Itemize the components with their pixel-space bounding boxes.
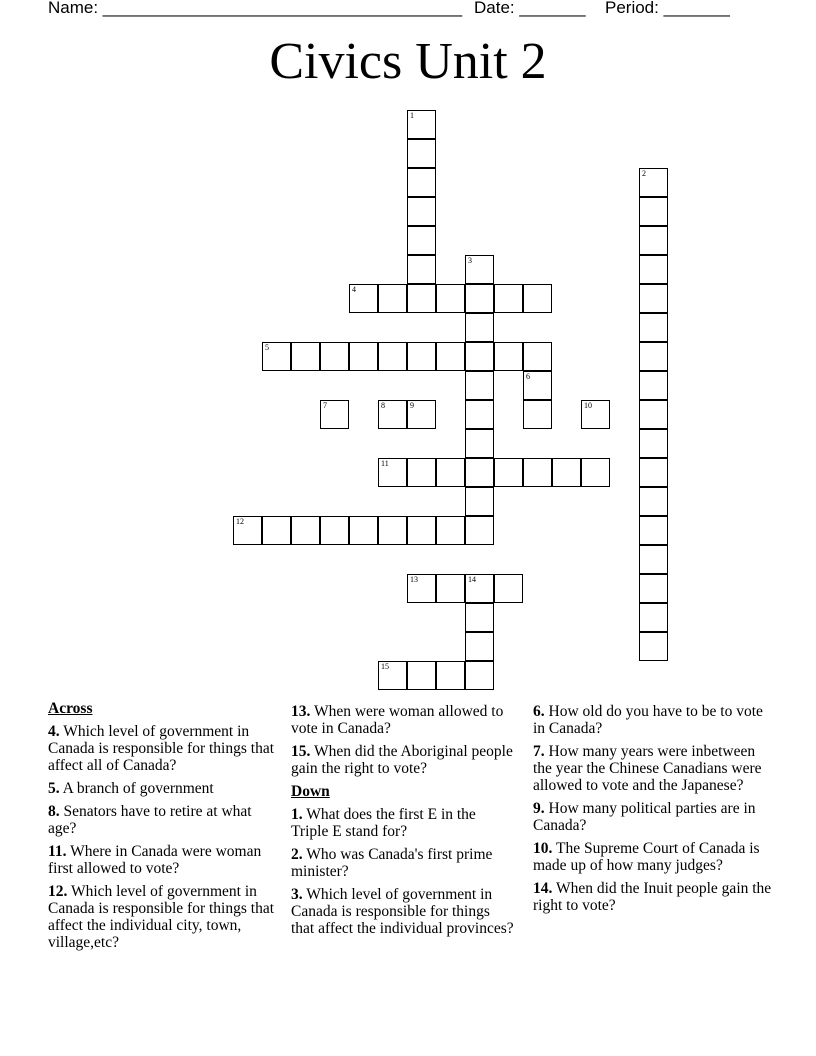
clue-text: Which level of government in Canada is responsible for things that affect all of Canada?	[48, 723, 274, 774]
across-heading: Across	[48, 700, 93, 717]
crossword-cell[interactable]	[262, 342, 291, 371]
crossword-cell[interactable]	[407, 516, 436, 545]
clue-number: 6	[526, 372, 530, 381]
clues-column-3	[533, 703, 773, 920]
clue-text: When did the Inuit people gain the right to vote?	[533, 880, 772, 914]
crossword-cell[interactable]	[262, 516, 291, 545]
crossword-cell[interactable]	[465, 313, 494, 342]
clue-text: Which level of government in Canada is responsible for things that affect the individual city, town, village,etc?	[48, 883, 274, 951]
crossword-cell[interactable]	[407, 226, 436, 255]
crossword-cell[interactable]	[465, 632, 494, 661]
name-field[interactable]: Name: ______________________________________	[48, 0, 463, 17]
crossword-cell[interactable]	[378, 516, 407, 545]
crossword-cell[interactable]	[465, 661, 494, 690]
clue-text: Senators have to retire at what age?	[48, 803, 252, 837]
crossword-cell[interactable]	[291, 516, 320, 545]
crossword-cell[interactable]	[465, 487, 494, 516]
clue-number-label: 9.	[533, 800, 545, 817]
crossword-cell[interactable]	[407, 342, 436, 371]
crossword-cell[interactable]	[639, 487, 668, 516]
crossword-cell[interactable]	[639, 400, 668, 429]
crossword-cell[interactable]	[407, 139, 436, 168]
crossword-cell[interactable]	[407, 574, 436, 603]
crossword-cell[interactable]	[436, 284, 465, 313]
crossword-cell[interactable]	[639, 603, 668, 632]
clue-number: 2	[642, 169, 646, 178]
clue-text: What does the first E in the Triple E stand for?	[291, 806, 476, 840]
clue-item	[291, 743, 516, 777]
crossword-cell[interactable]	[407, 168, 436, 197]
crossword-cell[interactable]	[639, 284, 668, 313]
clue-number: 5	[265, 343, 269, 352]
clue-number: 1	[410, 111, 414, 120]
clue-number-label: 1.	[291, 806, 303, 823]
clue-item	[48, 843, 276, 877]
clue-item	[48, 723, 276, 774]
clue-text: When did the Aboriginal people gain the right to vote?	[291, 743, 513, 777]
crossword-cell[interactable]	[465, 516, 494, 545]
crossword-cell[interactable]	[465, 400, 494, 429]
crossword-cell[interactable]	[523, 342, 552, 371]
clue-item	[533, 703, 773, 737]
crossword-cell[interactable]	[378, 400, 407, 429]
crossword-cell[interactable]	[378, 284, 407, 313]
crossword-cell[interactable]	[639, 545, 668, 574]
crossword-cell[interactable]	[465, 603, 494, 632]
crossword-cell[interactable]	[349, 516, 378, 545]
clue-number-label: 4.	[48, 723, 60, 740]
crossword-cell[interactable]	[378, 342, 407, 371]
date-field[interactable]: Date: _______	[474, 0, 586, 17]
crossword-cell[interactable]	[407, 284, 436, 313]
crossword-cell[interactable]	[465, 429, 494, 458]
crossword-cell[interactable]	[639, 255, 668, 284]
clue-number: 4	[352, 285, 356, 294]
crossword-cell[interactable]	[320, 342, 349, 371]
clue-text: Who was Canada's first prime minister?	[291, 846, 493, 880]
clue-number: 13	[410, 575, 418, 584]
crossword-cell[interactable]	[378, 458, 407, 487]
clue-item	[291, 846, 516, 880]
crossword-cell[interactable]	[407, 661, 436, 690]
period-field[interactable]: Period: _______	[605, 0, 730, 17]
crossword-cell[interactable]	[436, 342, 465, 371]
crossword-cell[interactable]	[639, 429, 668, 458]
crossword-cell[interactable]	[349, 342, 378, 371]
crossword-cell[interactable]	[494, 284, 523, 313]
down-heading: Down	[291, 783, 330, 800]
crossword-cell[interactable]	[465, 342, 494, 371]
clue-number: 12	[236, 517, 244, 526]
crossword-cell[interactable]	[349, 284, 378, 313]
clue-item	[291, 886, 516, 937]
crossword-cell[interactable]	[407, 255, 436, 284]
clues-column-2	[291, 703, 516, 943]
crossword-cell[interactable]	[523, 371, 552, 400]
crossword-cell[interactable]	[639, 342, 668, 371]
clue-text: When were woman allowed to vote in Canada?	[291, 703, 504, 737]
clue-number-label: 5.	[48, 780, 60, 797]
clue-text: The Supreme Court of Canada is made up of how many judges?	[533, 840, 760, 874]
crossword-cell[interactable]	[465, 284, 494, 313]
crossword-cell[interactable]	[465, 458, 494, 487]
crossword-cell[interactable]	[407, 197, 436, 226]
crossword-cell[interactable]	[639, 371, 668, 400]
crossword-cell[interactable]	[436, 458, 465, 487]
crossword-cell[interactable]	[523, 400, 552, 429]
crossword-cell[interactable]	[639, 313, 668, 342]
crossword-cell[interactable]	[436, 574, 465, 603]
crossword-cell[interactable]	[378, 661, 407, 690]
clue-item	[533, 743, 773, 794]
clue-item	[48, 883, 276, 951]
clue-number: 14	[468, 575, 476, 584]
clue-number-label: 14.	[533, 880, 553, 897]
clue-text: How many years were inbetween the year the Chinese Canadians were allowed to vote and the Japanese?	[533, 743, 762, 794]
crossword-cell[interactable]	[320, 516, 349, 545]
crossword-cell[interactable]	[465, 255, 494, 284]
crossword-cell[interactable]	[639, 458, 668, 487]
clue-number: 8	[381, 401, 385, 410]
crossword-cell[interactable]	[639, 516, 668, 545]
clue-number: 7	[323, 401, 327, 410]
clue-number-label: 11.	[48, 843, 67, 860]
clue-number: 9	[410, 401, 414, 410]
clue-number-label: 3.	[291, 886, 303, 903]
clue-number: 3	[468, 256, 472, 265]
crossword-cell[interactable]	[581, 458, 610, 487]
crossword-cell[interactable]	[639, 574, 668, 603]
crossword-cell[interactable]	[581, 400, 610, 429]
crossword-cell[interactable]	[523, 284, 552, 313]
crossword-cell[interactable]	[494, 574, 523, 603]
crossword-cell[interactable]	[639, 632, 668, 661]
clue-text: A branch of government	[59, 780, 214, 797]
clue-number-label: 7.	[533, 743, 545, 760]
crossword-cell[interactable]	[407, 400, 436, 429]
clue-text: Which level of government in Canada is responsible for things that affect the individual provinces?	[291, 886, 514, 937]
clue-number-label: 13.	[291, 703, 311, 720]
clues-column-1	[48, 700, 276, 957]
crossword-cell[interactable]	[436, 516, 465, 545]
clue-number-label: 15.	[291, 743, 311, 760]
clue-number: 11	[381, 459, 389, 468]
clue-number-label: 6.	[533, 703, 545, 720]
clue-item	[291, 806, 516, 840]
crossword-cell[interactable]	[639, 226, 668, 255]
clue-item	[533, 800, 773, 834]
crossword-cell[interactable]	[552, 458, 581, 487]
crossword-cell[interactable]	[494, 458, 523, 487]
crossword-cell[interactable]	[233, 516, 262, 545]
clue-item	[533, 880, 773, 914]
clue-item	[48, 780, 276, 797]
clue-number: 10	[584, 401, 592, 410]
clue-text: How many political parties are in Canada?	[533, 800, 756, 834]
clue-number-label: 12.	[48, 883, 68, 900]
page-title: Civics Unit 2	[269, 33, 547, 90]
clue-item	[291, 703, 516, 737]
crossword-cell[interactable]	[639, 197, 668, 226]
clue-number-label: 10.	[533, 840, 553, 857]
clue-item	[48, 803, 276, 837]
clue-text: Where in Canada were woman first allowed to vote?	[48, 843, 262, 877]
crossword-cell[interactable]	[436, 661, 465, 690]
clue-number: 15	[381, 662, 389, 671]
clue-text: How old do you have to be to vote in Canada?	[533, 703, 763, 737]
crossword-cell[interactable]	[465, 371, 494, 400]
clue-item	[533, 840, 773, 874]
crossword-cell[interactable]	[291, 342, 320, 371]
crossword-cell[interactable]	[523, 458, 552, 487]
clue-number-label: 8.	[48, 803, 60, 820]
crossword-cell[interactable]	[320, 400, 349, 429]
crossword-cell[interactable]	[407, 110, 436, 139]
crossword-cell[interactable]	[494, 342, 523, 371]
crossword-cell[interactable]	[465, 574, 494, 603]
crossword-cell[interactable]	[639, 168, 668, 197]
clue-number-label: 2.	[291, 846, 303, 863]
crossword-cell[interactable]	[407, 458, 436, 487]
